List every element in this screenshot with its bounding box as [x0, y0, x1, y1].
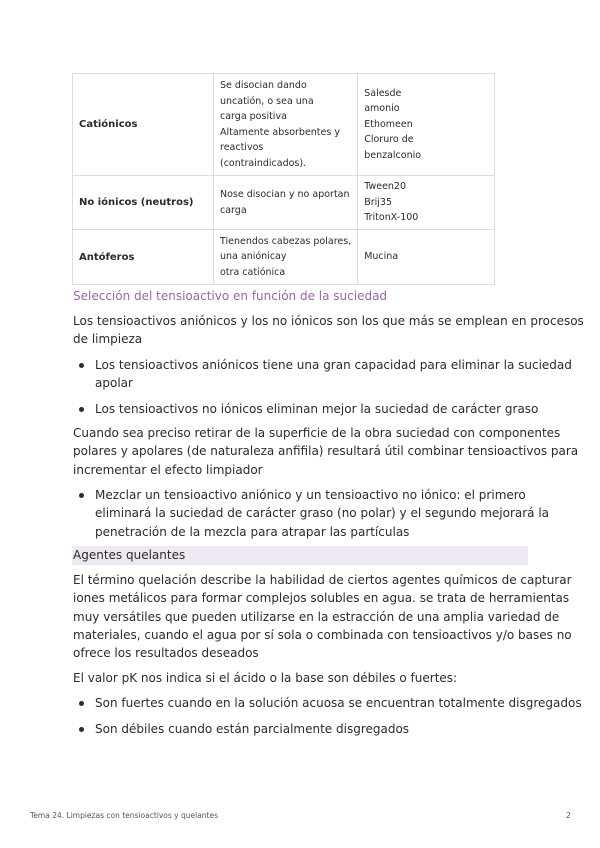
text-line: El término quelación describe la habilidad de ciertos agentes químicos de capturar — [73, 573, 572, 587]
paragraph-intro — [73, 312, 584, 349]
text-line: ofrece los resultados deseados — [73, 646, 259, 661]
text-line: materiales, cuando el agua por sí sola o combinada con tensioactivos y/o bases no — [73, 627, 572, 642]
cell-line: amonio — [364, 103, 400, 115]
cell-line: Ethomeen — [364, 118, 413, 130]
cell-line: carga positiva — [220, 111, 287, 122]
text-line: Los tensioactivos aniónicos y los no iónicos son los que más se emplean en procesos — [73, 314, 584, 328]
cell-line: Brij35 — [364, 196, 393, 208]
text-line: polares y apolares (de naturaleza anfifila) resultará útil combinar tensioactivos para — [73, 444, 579, 459]
cell-line: Cloruro de — [364, 134, 414, 146]
cell-line: reactivos — [220, 142, 264, 153]
paragraph-chelation — [73, 571, 572, 662]
text-line: Son fuertes cuando en la solución acuosa se encuentran totalmente disgregados — [95, 696, 582, 710]
cell-line: Altamente absorbentes y — [220, 126, 340, 138]
table-cell-type: Catiónicos — [73, 74, 214, 176]
text-line: incrementar el efecto limpiador — [73, 462, 263, 477]
table-row — [73, 74, 495, 176]
text-line: Los tensioactivos aniónicos tiene una gran capacidad para eliminar la suciedad — [95, 358, 572, 372]
cell-line: Se disocian dando — [220, 80, 307, 91]
cell-line: Salesde — [364, 87, 402, 99]
bullet-text — [95, 486, 549, 541]
paragraph-combination — [73, 424, 578, 479]
table-cell-examples — [358, 230, 495, 285]
surfactant-table — [72, 73, 495, 285]
text-line: penetración de la mezcla para atrapar las partículas — [95, 524, 410, 539]
table-cell-description — [214, 230, 358, 285]
cell-line: Mucina — [364, 251, 399, 263]
bullet-dot-icon — [79, 407, 84, 412]
text-line: Son débiles cuando están parcialmente disgregados — [95, 722, 410, 736]
table-cell-type: Antóferos — [73, 230, 214, 285]
table-row — [73, 230, 495, 285]
table-cell-description — [214, 176, 358, 230]
cell-line: Tween20 — [364, 181, 407, 193]
text-line: eliminará la suciedad de carácter graso (no polar) y el segundo mejorará la — [95, 506, 550, 521]
table-cell-description — [214, 74, 358, 176]
text-line: muy versátiles que pueden utilizarse en la estracción de una amplia variedad de — [73, 609, 560, 624]
table-cell-examples — [358, 74, 495, 176]
text-line: El valor pK nos indica si el ácido o la base son débiles o fuertes: — [73, 671, 458, 685]
bullet-dot-icon — [79, 363, 84, 368]
bullet-text — [95, 400, 538, 418]
section-heading-bar — [72, 546, 528, 565]
cell-line: uncatión, o sea una — [220, 95, 314, 107]
text-line: apolar — [95, 376, 133, 391]
section-title: Agentes quelantes — [73, 548, 186, 562]
bullet-dot-icon — [79, 727, 84, 732]
page-number: 2 — [566, 811, 571, 820]
cell-line: benzalconio — [364, 149, 422, 161]
text-line: iones metálicos para formar complejos solubles en agua. se trata de herramientas — [73, 591, 570, 606]
cell-line: Tienendos cabezas polares, — [220, 235, 352, 247]
subheading: Selección del tensioactivo en función de la suciedad — [73, 289, 388, 303]
footer-title: Tema 24. Limpiezas con tensioactivos y quelantes — [30, 811, 219, 820]
bullet-dot-icon — [79, 493, 84, 498]
bullet-text — [95, 356, 572, 393]
cell-line: (contraindicados). — [220, 157, 307, 169]
table-row — [73, 176, 495, 230]
cell-line: Nose disocian y no aportan — [220, 189, 350, 200]
cell-line: una aniónicay — [220, 251, 287, 263]
text-line: Los tensioactivos no iónicos eliminan mejor la suciedad de carácter graso — [95, 402, 539, 416]
bullet-dot-icon — [79, 701, 84, 706]
table-cell-type: No iónicos (neutros) — [73, 176, 214, 230]
bullet-text — [95, 694, 582, 712]
bullet-text — [95, 720, 409, 738]
cell-line: TritonX-100 — [364, 212, 419, 224]
table-cell-examples — [358, 176, 495, 230]
text-line: Cuando sea preciso retirar de la superficie de la obra suciedad con componentes — [73, 426, 561, 440]
text-line: Mezclar un tensioactivo aniónico y un tensioactivo no iónico: el primero — [95, 488, 526, 502]
cell-line: otra catiónica — [220, 266, 286, 278]
paragraph-pk — [73, 669, 457, 687]
text-line: de limpieza — [73, 332, 143, 347]
cell-line: carga — [220, 204, 247, 216]
